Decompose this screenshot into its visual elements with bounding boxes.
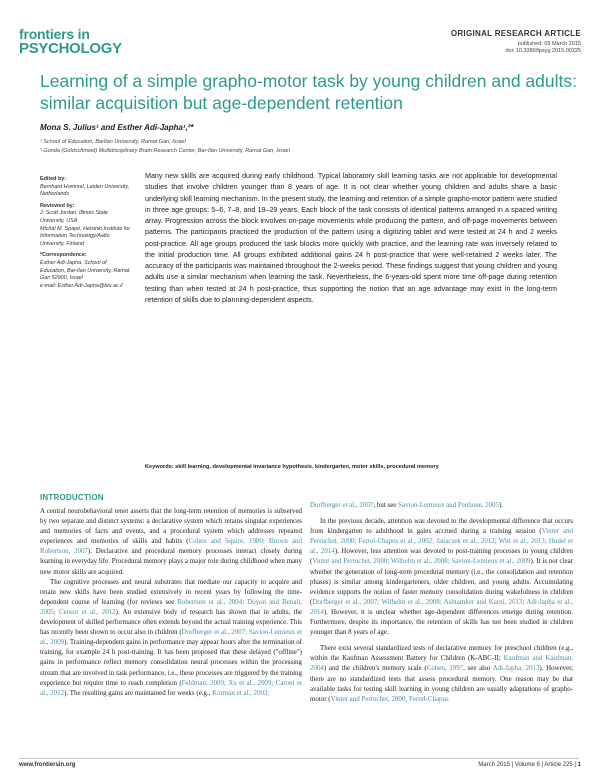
paragraph [310, 516, 573, 637]
citation-link[interactable]: Korman et al., 2003; [212, 688, 270, 697]
correspondence: Esther Adi-Japha, School of Education, Bar-Ilan University, Ramat Gan 52900, Israel [40, 259, 130, 282]
article-title: Learning of a simple grapho-motor task by young children and adults: similar acquisition but age-dependent retention [40, 71, 577, 113]
citation-link[interactable]: Vinter and Perruchet, 2000; Ferrel-Chapus [330, 694, 449, 703]
footer-date-volume: March 2015 | Volume 6 | Article 225 | [478, 762, 576, 768]
citation-link[interactable]: Cohen, 1997 [426, 664, 464, 673]
affiliation-1: ¹ School of Education, BarIlan University, Ramat Gan, Israel [40, 139, 186, 145]
section-heading-introduction: INTRODUCTION [40, 493, 104, 502]
text-run: ). [499, 501, 504, 509]
affiliations [40, 138, 580, 156]
keywords-list: skill learning, developmental invariance hypothesis, kindergarten, motor skills, procedural memory [175, 464, 439, 470]
citation-link[interactable]: Cohen and Squire, 1980; Brown and Robertson, 2007 [40, 537, 302, 556]
affiliation-2: ² Gonda (Goldschmied) Multidisciplinary Brain Research Center, Bar-Ilan University, Ramat Gan, Israel [40, 148, 290, 154]
body-column-right [310, 500, 573, 704]
footer-website[interactable]: www.frontiersin.org [19, 762, 76, 768]
editorial-sidebar [40, 176, 132, 294]
published-date: published: 05 March 2015 [517, 41, 581, 47]
edited-by-label: Edited by: [40, 176, 67, 182]
text-run: A central neurobehavioral tenet asserts that the long-term retention of memories is subserved by two separate and distinct systems: a declarative system which retains singular experiences and memories of facts and events, and a procedural system which addresses repeated experiences and memories of skills and habits ( [40, 507, 302, 546]
correspondence-label: *Correspondence: [40, 252, 87, 259]
citation-link[interactable]: Robertson et al., 2004; Doyon and Benali, 2005; Censor et al., 2012 [40, 597, 302, 616]
paragraph [310, 643, 573, 704]
text-run: ; but see [373, 501, 399, 509]
text-run: , see also [463, 664, 493, 673]
text-run: ). However, less attention was devoted to post-training processes in young children ( [310, 547, 574, 566]
text-run: There exist several standardized tests of declarative memory for preschool children (e.g., within the Kaufman Assessment Battery for Children (K-ABC-II; [310, 644, 573, 663]
correspondence-email[interactable]: e-mail: Esther.Adi-Japha@biu.ac.il [40, 282, 123, 289]
footer-issue-info [478, 762, 581, 768]
citation-link[interactable]: Dorfberger et al., 2007 [310, 501, 374, 509]
keywords-label: Keywords: [145, 464, 174, 470]
text-run: ). Declarative and procedural memory processes interact closely during learning in everyday life. Procedural memory plays a major role during childhood when many new motor skills are acquired. [40, 547, 302, 576]
text-run: ). Training-dependent gains in performance may appear hours after the termination of training, for example 24 h post-training. It has been proposed that these delayed ("offline") gains in performance reflect memory consolidation neural processes within the processing stream that are involved in task performance, i.e., these processes are triggered by the training experience but require time to reach completion ( [40, 638, 302, 687]
citation-link[interactable]: Vinter and Perruchet, 2000; Ferrel-Chapus et al., 2002; Janacsek et al., 2012; Witt et al., 2013; Hodel et al., 2014 [310, 527, 573, 556]
text-run: ). However, there are no standardized tests that assess procedural memory. One reason may be that available tasks for testing skill learning in young children are usually adaptations of grapho-motor ( [310, 664, 573, 703]
text-run: ). An extensive body of research has shown that in adults, the development of skilled performance often extends beyond the actual training experience. This has recently been shown to occur also in children ( [40, 607, 302, 637]
keywords [145, 464, 575, 470]
journal-logo-line1: frontiers in [19, 26, 90, 42]
journal-logo-line2: PSYCHOLOGY [19, 40, 122, 57]
edited-by: Bernhard Hommel, Leiden University, Netherlands [40, 183, 130, 198]
text-run: The cognitive processes and neural substrates that mediate our capacity to acquire and retain new skills have been studied extensively in recent years by following the time-dependent course of learning (for reviews see [40, 577, 302, 606]
abstract: Many new skills are acquired during early childhood. Typical laboratory skill learning tasks are not applicable for developmental studies that involve children younger than 8 years of age. It is not clear whether young children and adults share a basic underlying skill learning mechanism. In the present study, the learning and retention of a simple grapho-motor pattern were studied in three age groups: 5–6, 7–8, and 19–29 years. Each block of the task consists of identical patterns arranged in a spaced writing array. Progression across the block involves on-page movements while producing the pattern, and off-page movements between patterns. The participants practiced the production of the pattern using a digitizing tablet and were tested at 24 h and 2 weeks post-practice. All age groups produced the task blocks more quickly with practice, and the learning rate was inversely related to the initial production time. All groups exhibited additional gains 24 h post-practice that were well-retained 2 weeks later. The accuracy of the participants was maintained throughout the 2-weeks period. These findings suggest that young children and young adults use a similar mechanism when learning the task. Nevertheless, the 6-years-old spent more time off-page during retention testing than when tested at 24 h post-practice, thus supporting the notion that an age advantage may exist in the long-term retention of skills due to planning-dependent aspects. [145, 172, 557, 304]
authors: Mona S. Julius¹ and Esther Adi-Japha¹,²* [40, 123, 194, 132]
doi: doi: 10.3389/fpsyg.2015.00225 [505, 48, 581, 54]
reviewer-1: J. Scott Jordan, Illinois State University, USA [40, 210, 109, 224]
citation-link[interactable]: Feldman, 2009; Xu et al., 2009; Caroni et al., 2012 [40, 678, 302, 697]
citation-link[interactable]: Dorfberger et al., 2007; Savion-Lemieux et al., 2009 [40, 628, 302, 647]
text-run: ). However, it is unclear whether age-dependent differences emerge during retention. Furthermore, despite its importance, the retention of skills has not been studied in children younger than 8 years of age. [310, 607, 573, 637]
citation-link[interactable]: Adi-Japha, 2013 [492, 664, 540, 673]
text-run: In the previous decade, attention was devoted to the developmental difference that occurs from kindergarten to adulthood in gains accrued during a training session ( [310, 517, 573, 536]
text-run: ). The resulting gains are maintained for weeks (e.g., [64, 688, 213, 697]
body-column-left [40, 506, 302, 698]
footer-divider [19, 758, 579, 759]
text-run: ). It is not clear whether the generation of long-term procedural memory (i.e., the consolidation and retention phases) is similar among kindergarteners, older children, and young adults. Accumulating evidence supports the notion of faster memory consolidation during wakefulness in children ( [310, 557, 573, 606]
citation-link[interactable]: Kaufman and Kaufman, 2004 [310, 654, 573, 673]
citation-link[interactable]: Dorfberger et al., 2007; Wilhelm et al., 2008; Ashtamker and Karni, 2013; Adi-Japha et al., 2014 [310, 597, 573, 616]
paragraph [40, 577, 302, 698]
article-type: ORIGINAL RESEARCH ARTICLE [450, 29, 581, 38]
reviewer-2: Michal M. Spapé, Helsinki Institute for Information Technology/Aalto University, Finland [40, 225, 131, 247]
publication-meta [505, 41, 581, 55]
citation-link[interactable]: Savion-Lemieux and Penhune, 2005 [398, 501, 500, 509]
paragraph [310, 500, 573, 510]
reviewed-by-label: Reviewed by: [40, 202, 75, 209]
paragraph [40, 506, 302, 577]
text-run: ) and the children's memory scale ( [323, 664, 427, 673]
page-number: 1 [577, 762, 581, 768]
citation-link[interactable]: Vinter and Perruchet, 2000; Wilhelm et al., 2008; Savion-Lemieux et al., 2009 [312, 557, 531, 566]
